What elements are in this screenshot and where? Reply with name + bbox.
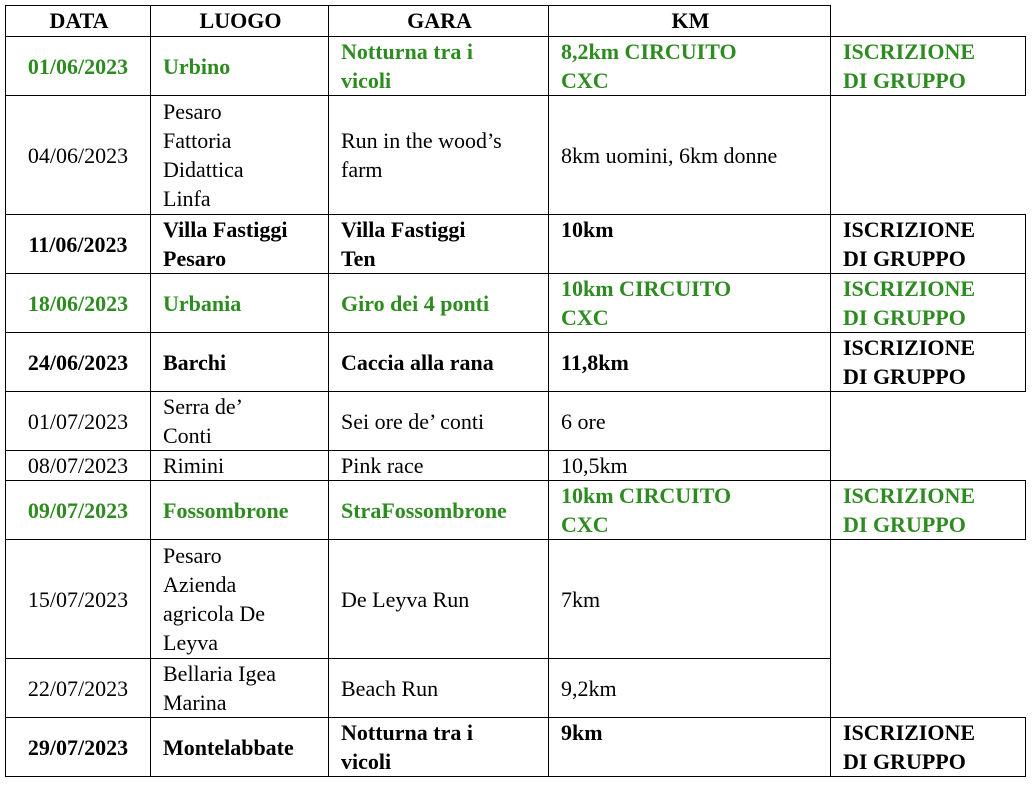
table-row	[6, 451, 1026, 481]
cell-nota	[831, 451, 1026, 481]
cell-gara: Sei ore de’ conti	[329, 392, 549, 451]
cell-nota: ISCRIZIONE DI GRUPPO	[831, 718, 1026, 777]
cell-km: 10km CIRCUITO CXC	[549, 481, 831, 540]
table-row	[6, 96, 1026, 215]
cell-gara: Caccia alla rana	[329, 333, 549, 392]
cell-data: 22/07/2023	[6, 659, 151, 718]
cell-nota	[831, 659, 1026, 718]
cell-luogo: Pesaro Fattoria Didattica Linfa	[151, 96, 329, 215]
cell-km: 7km	[549, 540, 831, 659]
cell-km: 10km	[549, 215, 831, 274]
header-km: KM	[549, 6, 831, 37]
cell-luogo: Montelabbate	[151, 718, 329, 777]
cell-luogo: Urbino	[151, 37, 329, 96]
cell-gara: Notturna tra i vicoli	[329, 37, 549, 96]
cell-gara: Giro dei 4 ponti	[329, 274, 549, 333]
cell-luogo: Pesaro Azienda agricola De Leyva	[151, 540, 329, 659]
cell-gara: Notturna tra i vicoli	[329, 718, 549, 777]
cell-km: 8,2km CIRCUITO CXC	[549, 37, 831, 96]
cell-luogo: Villa Fastiggi Pesaro	[151, 215, 329, 274]
cell-luogo: Rimini	[151, 451, 329, 481]
cell-nota: ISCRIZIONE DI GRUPPO	[831, 37, 1026, 96]
cell-luogo: Urbania	[151, 274, 329, 333]
cell-data: 08/07/2023	[6, 451, 151, 481]
header-gara: GARA	[329, 6, 549, 37]
cell-luogo: Bellaria Igea Marina	[151, 659, 329, 718]
header-luogo: LUOGO	[151, 6, 329, 37]
header-data: DATA	[6, 6, 151, 37]
table-row	[6, 333, 1026, 392]
cell-data: 18/06/2023	[6, 274, 151, 333]
cell-data: 24/06/2023	[6, 333, 151, 392]
cell-nota	[831, 540, 1026, 659]
table-row	[6, 392, 1026, 451]
cell-km: 9,2km	[549, 659, 831, 718]
table-row	[6, 718, 1026, 777]
cell-gara: Pink race	[329, 451, 549, 481]
cell-nota	[831, 392, 1026, 451]
cell-data: 01/07/2023	[6, 392, 151, 451]
table-row	[6, 37, 1026, 96]
cell-data: 29/07/2023	[6, 718, 151, 777]
cell-km: 8km uomini, 6km donne	[549, 96, 831, 215]
cell-nota: ISCRIZIONE DI GRUPPO	[831, 274, 1026, 333]
cell-km: 9km	[549, 718, 831, 777]
table-row	[6, 659, 1026, 718]
cell-nota: ISCRIZIONE DI GRUPPO	[831, 333, 1026, 392]
cell-data: 11/06/2023	[6, 215, 151, 274]
table-row	[6, 274, 1026, 333]
cell-km: 11,8km	[549, 333, 831, 392]
cell-data: 15/07/2023	[6, 540, 151, 659]
cell-data: 09/07/2023	[6, 481, 151, 540]
table-row	[6, 215, 1026, 274]
cell-data: 04/06/2023	[6, 96, 151, 215]
cell-luogo: Serra de’ Conti	[151, 392, 329, 451]
header-row	[6, 6, 1026, 37]
cell-nota	[831, 96, 1026, 215]
cell-gara: Beach Run	[329, 659, 549, 718]
cell-km: 6 ore	[549, 392, 831, 451]
table-row	[6, 481, 1026, 540]
cell-gara: StraFossombrone	[329, 481, 549, 540]
table-row	[6, 540, 1026, 659]
cell-luogo: Fossombrone	[151, 481, 329, 540]
cell-km: 10,5km	[549, 451, 831, 481]
cell-gara: Villa Fastiggi Ten	[329, 215, 549, 274]
race-calendar-table	[5, 5, 1026, 777]
header-empty	[831, 6, 1026, 37]
cell-nota: ISCRIZIONE DI GRUPPO	[831, 481, 1026, 540]
cell-gara: Run in the wood’s farm	[329, 96, 549, 215]
cell-luogo: Barchi	[151, 333, 329, 392]
cell-nota: ISCRIZIONE DI GRUPPO	[831, 215, 1026, 274]
cell-gara: De Leyva Run	[329, 540, 549, 659]
cell-km: 10km CIRCUITO CXC	[549, 274, 831, 333]
cell-data: 01/06/2023	[6, 37, 151, 96]
